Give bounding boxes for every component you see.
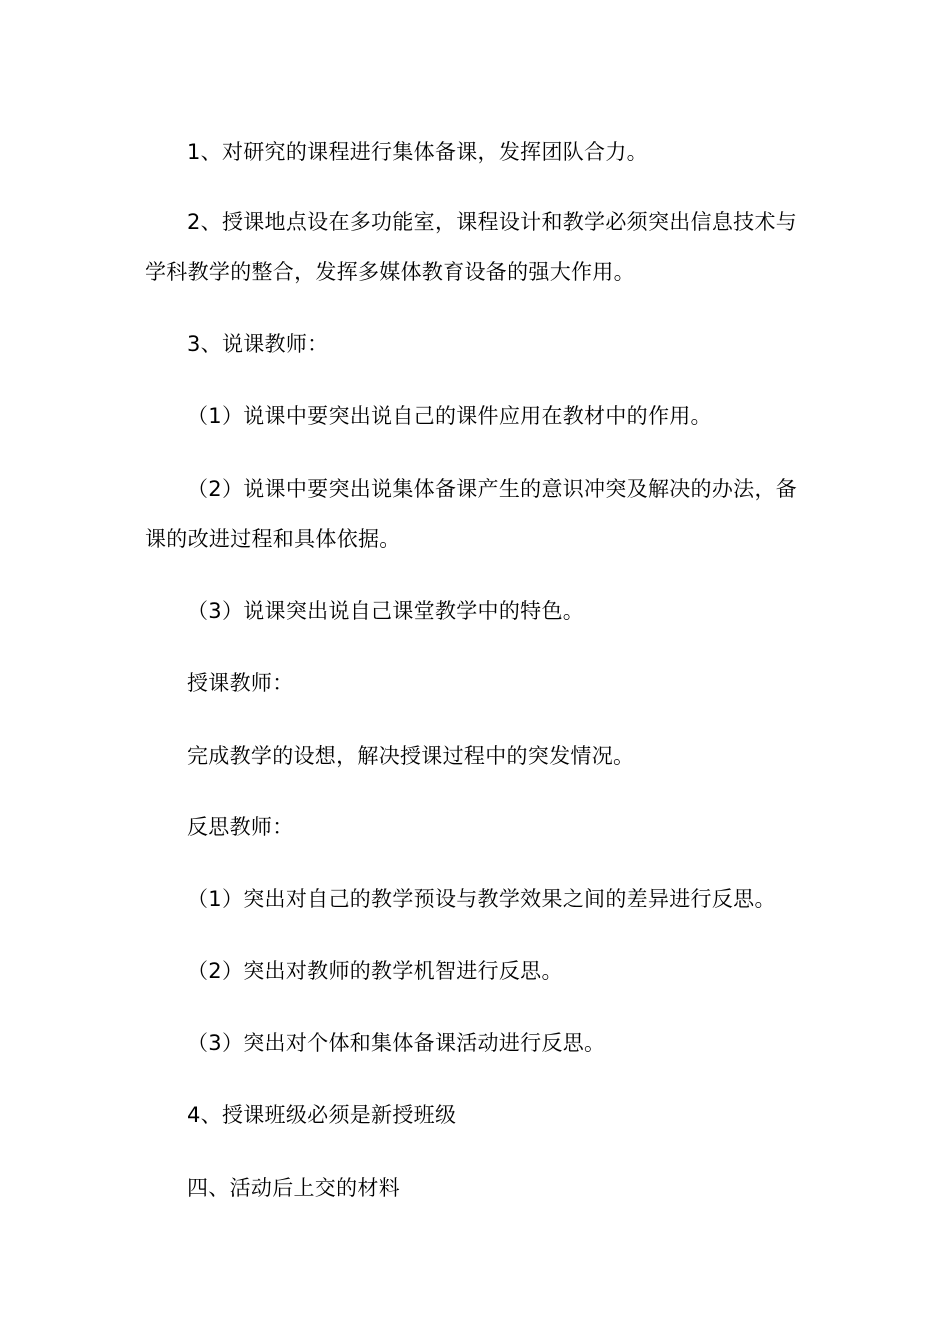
paragraph-line: 完成教学的设想，解决授课过程中的突发情况。 bbox=[187, 744, 635, 768]
paragraph-line: （1）说课中要突出说自己的课件应用在教材中的作用。 bbox=[187, 404, 712, 428]
paragraph-line: （3）突出对个体和集体备课活动进行反思。 bbox=[187, 1031, 606, 1055]
paragraph-line: 4、授课班级必须是新授班级 bbox=[187, 1103, 457, 1127]
paragraph-line: 授课教师： bbox=[187, 671, 294, 695]
paragraph-line: 1、对研究的课程进行集体备课，发挥团队合力。 bbox=[187, 140, 648, 164]
paragraph-line: 3、说课教师： bbox=[187, 332, 329, 356]
paragraph-line: （2）说课中要突出说集体备课产生的意识冲突及解决的办法，备 bbox=[187, 477, 798, 501]
paragraph-line: （2）突出对教师的教学机智进行反思。 bbox=[187, 959, 563, 983]
paragraph-line: （3）说课突出说自己课堂教学中的特色。 bbox=[187, 599, 585, 623]
paragraph-line: 四、活动后上交的材料 bbox=[187, 1176, 400, 1200]
paragraph-line: 课的改进过程和具体依据。 bbox=[145, 527, 401, 551]
paragraph-line: （1）突出对自己的教学预设与教学效果之间的差异进行反思。 bbox=[187, 887, 776, 911]
paragraph-line: 2、授课地点设在多功能室，课程设计和教学必须突出信息技术与 bbox=[187, 210, 798, 234]
paragraph-line: 学科教学的整合，发挥多媒体教育设备的强大作用。 bbox=[145, 260, 635, 284]
paragraph-line: 反思教师： bbox=[187, 815, 294, 839]
